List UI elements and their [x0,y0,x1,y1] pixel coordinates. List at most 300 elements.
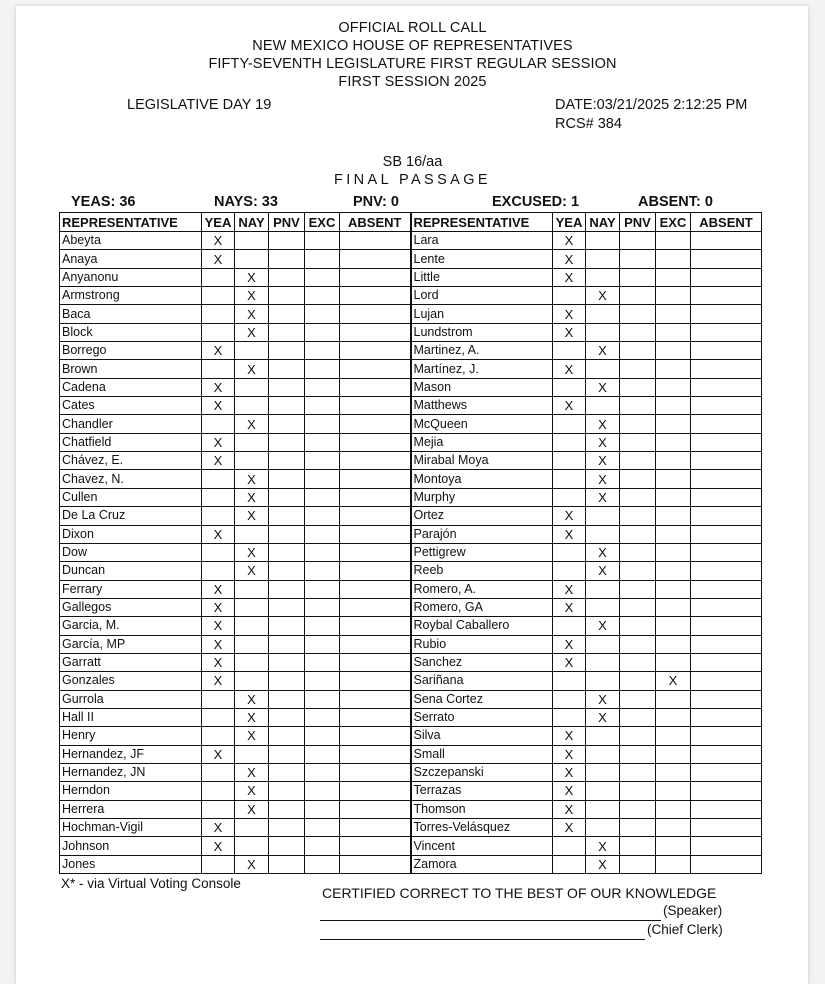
vote-cell-yea: X [553,763,586,781]
vote-cell-absent [691,708,762,726]
roll-call-body [60,232,762,874]
vote-cell-yea [202,305,235,323]
vote-cell-yea: X [202,635,235,653]
vote-cell-yea: X [202,342,235,360]
vote-cell-exc [656,763,691,781]
table-row [60,837,762,855]
vote-cell-pnv [620,378,656,396]
representative-name: Lente [411,250,553,268]
vote-cell-pnv [620,855,656,873]
table-row [60,232,762,250]
vote-cell-pnv [620,580,656,598]
vote-cell-exc [305,635,340,653]
vote-cell-exc [305,305,340,323]
vote-cell-absent [691,360,762,378]
representative-name: Herrera [60,800,202,818]
certification-statement: CERTIFIED CORRECT TO THE BEST OF OUR KNOWLEDGE [322,885,717,901]
vote-cell-nay [586,268,620,286]
vote-cell-exc [656,488,691,506]
vote-cell-pnv [269,617,305,635]
representative-name: De La Cruz [60,507,202,525]
chief-clerk-label: (Chief Clerk) [647,922,723,937]
vote-cell-pnv [269,397,305,415]
vote-cell-absent [691,543,762,561]
vote-cell-nay: X [235,763,269,781]
vote-cell-nay [586,800,620,818]
vote-cell-yea: X [202,653,235,671]
vote-cell-exc [656,727,691,745]
speaker-signature-line [320,903,661,921]
vote-cell-exc [305,855,340,873]
vote-cell-exc [656,342,691,360]
vote-cell-pnv [620,360,656,378]
vote-cell-nay [586,397,620,415]
vote-cell-exc [656,580,691,598]
vote-cell-pnv [269,672,305,690]
vote-cell-absent [340,543,411,561]
vote-cell-absent [340,800,411,818]
vote-cell-exc [305,232,340,250]
vote-cell-nay: X [586,488,620,506]
vote-cell-yea: X [553,268,586,286]
vote-cell-yea: X [553,507,586,525]
vote-cell-exc [305,837,340,855]
vote-cell-yea [202,800,235,818]
vote-cell-pnv [269,855,305,873]
vote-cell-absent [340,690,411,708]
vote-cell-yea: X [553,745,586,763]
vote-cell-nay [235,433,269,451]
vote-cell-yea: X [202,525,235,543]
representative-name: Ortez [411,507,553,525]
table-row [60,708,762,726]
vote-cell-pnv [269,323,305,341]
table-row [60,342,762,360]
vote-cell-yea: X [553,819,586,837]
table-row [60,488,762,506]
vote-cell-nay: X [235,543,269,561]
vote-cell-absent [340,360,411,378]
col-header-pnv: PNV [620,213,656,232]
vote-cell-exc [305,763,340,781]
vote-cell-exc [656,378,691,396]
vote-cell-exc: X [656,672,691,690]
representative-name: Rubio [411,635,553,653]
vote-cell-pnv [269,452,305,470]
representative-name: Dow [60,543,202,561]
vote-cell-yea [553,433,586,451]
representative-name: Lujan [411,305,553,323]
representative-name: Mason [411,378,553,396]
vote-cell-yea: X [553,232,586,250]
representative-name: Anyanonu [60,268,202,286]
vote-cell-nay: X [235,855,269,873]
vote-cell-nay [586,782,620,800]
vote-cell-yea [202,488,235,506]
vote-cell-nay: X [235,268,269,286]
vote-cell-exc [305,360,340,378]
vote-cell-yea: X [553,323,586,341]
vote-cell-absent [340,635,411,653]
vote-cell-pnv [269,342,305,360]
vote-cell-yea [202,507,235,525]
vote-cell-exc [656,800,691,818]
bill-number: SB 16/aa [382,154,443,170]
vote-cell-nay: X [586,543,620,561]
col-header-exc: EXC [656,213,691,232]
vote-cell-pnv [269,433,305,451]
representative-name: Borrego [60,342,202,360]
vote-cell-pnv [269,635,305,653]
vote-cell-pnv [269,782,305,800]
vote-cell-nay: X [235,690,269,708]
vote-cell-pnv [269,415,305,433]
vote-cell-exc [305,397,340,415]
vote-cell-pnv [269,525,305,543]
vote-cell-absent [691,507,762,525]
vote-cell-nay: X [586,690,620,708]
vote-cell-nay [235,250,269,268]
table-row [60,635,762,653]
vote-cell-pnv [620,507,656,525]
vote-cell-yea [553,452,586,470]
representative-name: Abeyta [60,232,202,250]
vote-cell-nay [235,819,269,837]
vote-cell-exc [305,452,340,470]
vote-cell-nay [235,635,269,653]
table-row [60,305,762,323]
table-row [60,415,762,433]
vote-cell-nay [586,727,620,745]
vote-cell-absent [691,800,762,818]
vote-cell-nay: X [235,287,269,305]
nays-total: NAYS: 33 [214,194,278,210]
vote-cell-exc [656,690,691,708]
representative-name: McQueen [411,415,553,433]
vote-cell-nay: X [586,433,620,451]
representative-name: Gonzales [60,672,202,690]
representative-name: Mejia [411,433,553,451]
vote-cell-exc [656,250,691,268]
vote-cell-pnv [620,525,656,543]
representative-name: Gallegos [60,598,202,616]
vote-cell-pnv [269,763,305,781]
vote-cell-absent [340,507,411,525]
col-header-pnv: PNV [269,213,305,232]
vote-cell-exc [305,617,340,635]
vote-cell-absent [691,452,762,470]
vote-cell-exc [656,543,691,561]
vote-cell-pnv [620,397,656,415]
vote-cell-absent [340,525,411,543]
table-row [60,470,762,488]
vote-cell-pnv [269,378,305,396]
vote-cell-nay [235,232,269,250]
vote-cell-absent [691,763,762,781]
vote-cell-yea: X [553,598,586,616]
vote-cell-absent [340,837,411,855]
vote-cell-yea [553,287,586,305]
representative-name: Serrato [411,708,553,726]
vote-cell-pnv [620,727,656,745]
vote-cell-nay: X [586,342,620,360]
representative-name: Hernandez, JN [60,763,202,781]
vote-cell-exc [656,470,691,488]
vote-cell-pnv [269,470,305,488]
chief-clerk-signature-line [320,922,645,940]
vote-cell-yea [202,782,235,800]
vote-cell-pnv [269,305,305,323]
representative-name: Hall II [60,708,202,726]
representative-name: Little [411,268,553,286]
vote-cell-yea [202,470,235,488]
vote-cell-pnv [269,488,305,506]
vote-cell-exc [656,360,691,378]
vote-cell-exc [656,507,691,525]
vote-cell-absent [340,727,411,745]
vote-cell-nay [586,598,620,616]
vote-cell-yea: X [202,672,235,690]
vote-cell-pnv [620,635,656,653]
vote-cell-nay: X [235,708,269,726]
representative-name: Cadena [60,378,202,396]
vote-cell-yea: X [202,433,235,451]
representative-name: Lord [411,287,553,305]
vote-cell-nay [586,232,620,250]
vote-cell-yea [202,727,235,745]
virtual-console-footnote: X* - via Virtual Voting Console [61,876,241,891]
vote-cell-absent [340,855,411,873]
vote-cell-pnv [620,342,656,360]
vote-cell-absent [340,763,411,781]
representative-name: Chatfield [60,433,202,451]
vote-cell-absent [340,598,411,616]
vote-cell-pnv [269,580,305,598]
vote-cell-absent [340,433,411,451]
speaker-label: (Speaker) [663,903,723,918]
representative-name: Mirabal Moya [411,452,553,470]
excused-total: EXCUSED: 1 [492,194,580,210]
vote-cell-absent [691,305,762,323]
table-row [60,763,762,781]
vote-cell-absent [691,617,762,635]
vote-cell-nay [235,598,269,616]
vote-cell-exc [305,488,340,506]
table-row [60,268,762,286]
vote-cell-nay [235,397,269,415]
vote-cell-pnv [269,232,305,250]
vote-cell-pnv [620,837,656,855]
vote-cell-nay [235,452,269,470]
vote-cell-exc [656,745,691,763]
vote-cell-absent [340,232,411,250]
vote-cell-absent [691,268,762,286]
vote-cell-yea [202,287,235,305]
representative-name: Cates [60,397,202,415]
vote-cell-exc [305,800,340,818]
vote-cell-exc [305,543,340,561]
representative-name: Small [411,745,553,763]
vote-cell-yea: X [553,305,586,323]
col-header-absent: ABSENT [340,213,411,232]
col-header-yea: YEA [553,213,586,232]
vote-date: DATE:03/21/2025 2:12:25 PM [555,97,748,113]
representative-name: Murphy [411,488,553,506]
vote-cell-exc [656,617,691,635]
vote-cell-nay: X [586,708,620,726]
vote-cell-exc [656,653,691,671]
vote-cell-exc [305,470,340,488]
vote-cell-nay [235,342,269,360]
table-row [60,433,762,451]
vote-cell-nay: X [235,488,269,506]
vote-cell-pnv [620,690,656,708]
representative-name: Sena Cortez [411,690,553,708]
representative-name: Garratt [60,653,202,671]
vote-cell-yea: X [553,653,586,671]
vote-cell-absent [691,470,762,488]
vote-cell-yea [553,855,586,873]
vote-cell-yea [202,415,235,433]
vote-cell-yea: X [202,837,235,855]
vote-cell-exc [656,837,691,855]
vote-cell-pnv [269,819,305,837]
vote-cell-absent [691,635,762,653]
vote-cell-nay: X [586,855,620,873]
table-row [60,525,762,543]
table-row [60,580,762,598]
vote-cell-pnv [269,727,305,745]
vote-cell-exc [305,819,340,837]
vote-cell-nay: X [235,727,269,745]
representative-name: Garcia, M. [60,617,202,635]
vote-cell-absent [691,323,762,341]
vote-cell-exc [305,268,340,286]
vote-cell-exc [305,727,340,745]
vote-cell-yea [553,488,586,506]
col-header-absent: ABSENT [691,213,762,232]
representative-name: Silva [411,727,553,745]
vote-cell-nay: X [235,415,269,433]
representative-name: Torres-Velásquez [411,819,553,837]
vote-cell-nay [235,672,269,690]
representative-name: Szczepanski [411,763,553,781]
vote-cell-nay: X [235,305,269,323]
vote-cell-pnv [620,488,656,506]
vote-cell-nay [235,653,269,671]
vote-cell-exc [305,433,340,451]
table-row [60,323,762,341]
vote-cell-pnv [620,323,656,341]
vote-cell-exc [305,690,340,708]
table-row [60,360,762,378]
vote-cell-pnv [620,617,656,635]
vote-cell-yea [553,342,586,360]
vote-cell-pnv [269,360,305,378]
vote-cell-pnv [620,470,656,488]
col-header-exc: EXC [305,213,340,232]
vote-cell-yea: X [553,397,586,415]
vote-cell-pnv [620,415,656,433]
vote-cell-nay [235,617,269,635]
vote-cell-nay [586,323,620,341]
vote-cell-pnv [620,562,656,580]
vote-cell-yea: X [202,232,235,250]
representative-name: García, MP [60,635,202,653]
vote-cell-pnv [620,819,656,837]
representative-name: Martinez, A. [411,342,553,360]
representative-name: Zamora [411,855,553,873]
table-row [60,452,762,470]
table-row [60,672,762,690]
vote-cell-yea [202,268,235,286]
vote-cell-absent [340,562,411,580]
vote-cell-pnv [620,800,656,818]
table-row [60,507,762,525]
vote-cell-exc [656,323,691,341]
vote-cell-yea [553,690,586,708]
vote-cell-absent [691,378,762,396]
roll-call-table [59,212,762,874]
table-row [60,543,762,561]
vote-cell-exc [656,598,691,616]
vote-cell-exc [305,287,340,305]
col-header-yea: YEA [202,213,235,232]
representative-name: Cullen [60,488,202,506]
representative-name: Montoya [411,470,553,488]
vote-cell-nay [586,525,620,543]
table-row [60,653,762,671]
vote-cell-pnv [620,672,656,690]
vote-cell-absent [340,268,411,286]
vote-cell-absent [691,837,762,855]
roll-call-number: RCS# 384 [555,116,622,132]
representative-name: Chávez, E. [60,452,202,470]
representative-name: Sanchez [411,653,553,671]
vote-cell-exc [656,287,691,305]
vote-cell-pnv [269,268,305,286]
vote-cell-absent [340,708,411,726]
vote-cell-yea: X [202,617,235,635]
vote-cell-exc [305,745,340,763]
vote-cell-pnv [620,433,656,451]
vote-cell-absent [691,415,762,433]
table-row [60,397,762,415]
vote-cell-pnv [269,598,305,616]
vote-cell-exc [656,305,691,323]
vote-cell-pnv [269,562,305,580]
vote-cell-exc [656,782,691,800]
vote-cell-nay: X [586,415,620,433]
vote-cell-absent [691,580,762,598]
absent-total: ABSENT: 0 [638,194,713,210]
vote-cell-absent [340,580,411,598]
col-header-nay: NAY [586,213,620,232]
vote-cell-nay: X [235,562,269,580]
vote-cell-nay [235,837,269,855]
table-row [60,690,762,708]
representative-name: Roybal Caballero [411,617,553,635]
vote-cell-absent [691,562,762,580]
representative-name: Henry [60,727,202,745]
representative-name: Chandler [60,415,202,433]
vote-cell-exc [305,653,340,671]
vote-cell-absent [691,525,762,543]
table-row [60,378,762,396]
vote-cell-absent [340,415,411,433]
vote-cell-nay [235,580,269,598]
vote-cell-yea: X [202,745,235,763]
